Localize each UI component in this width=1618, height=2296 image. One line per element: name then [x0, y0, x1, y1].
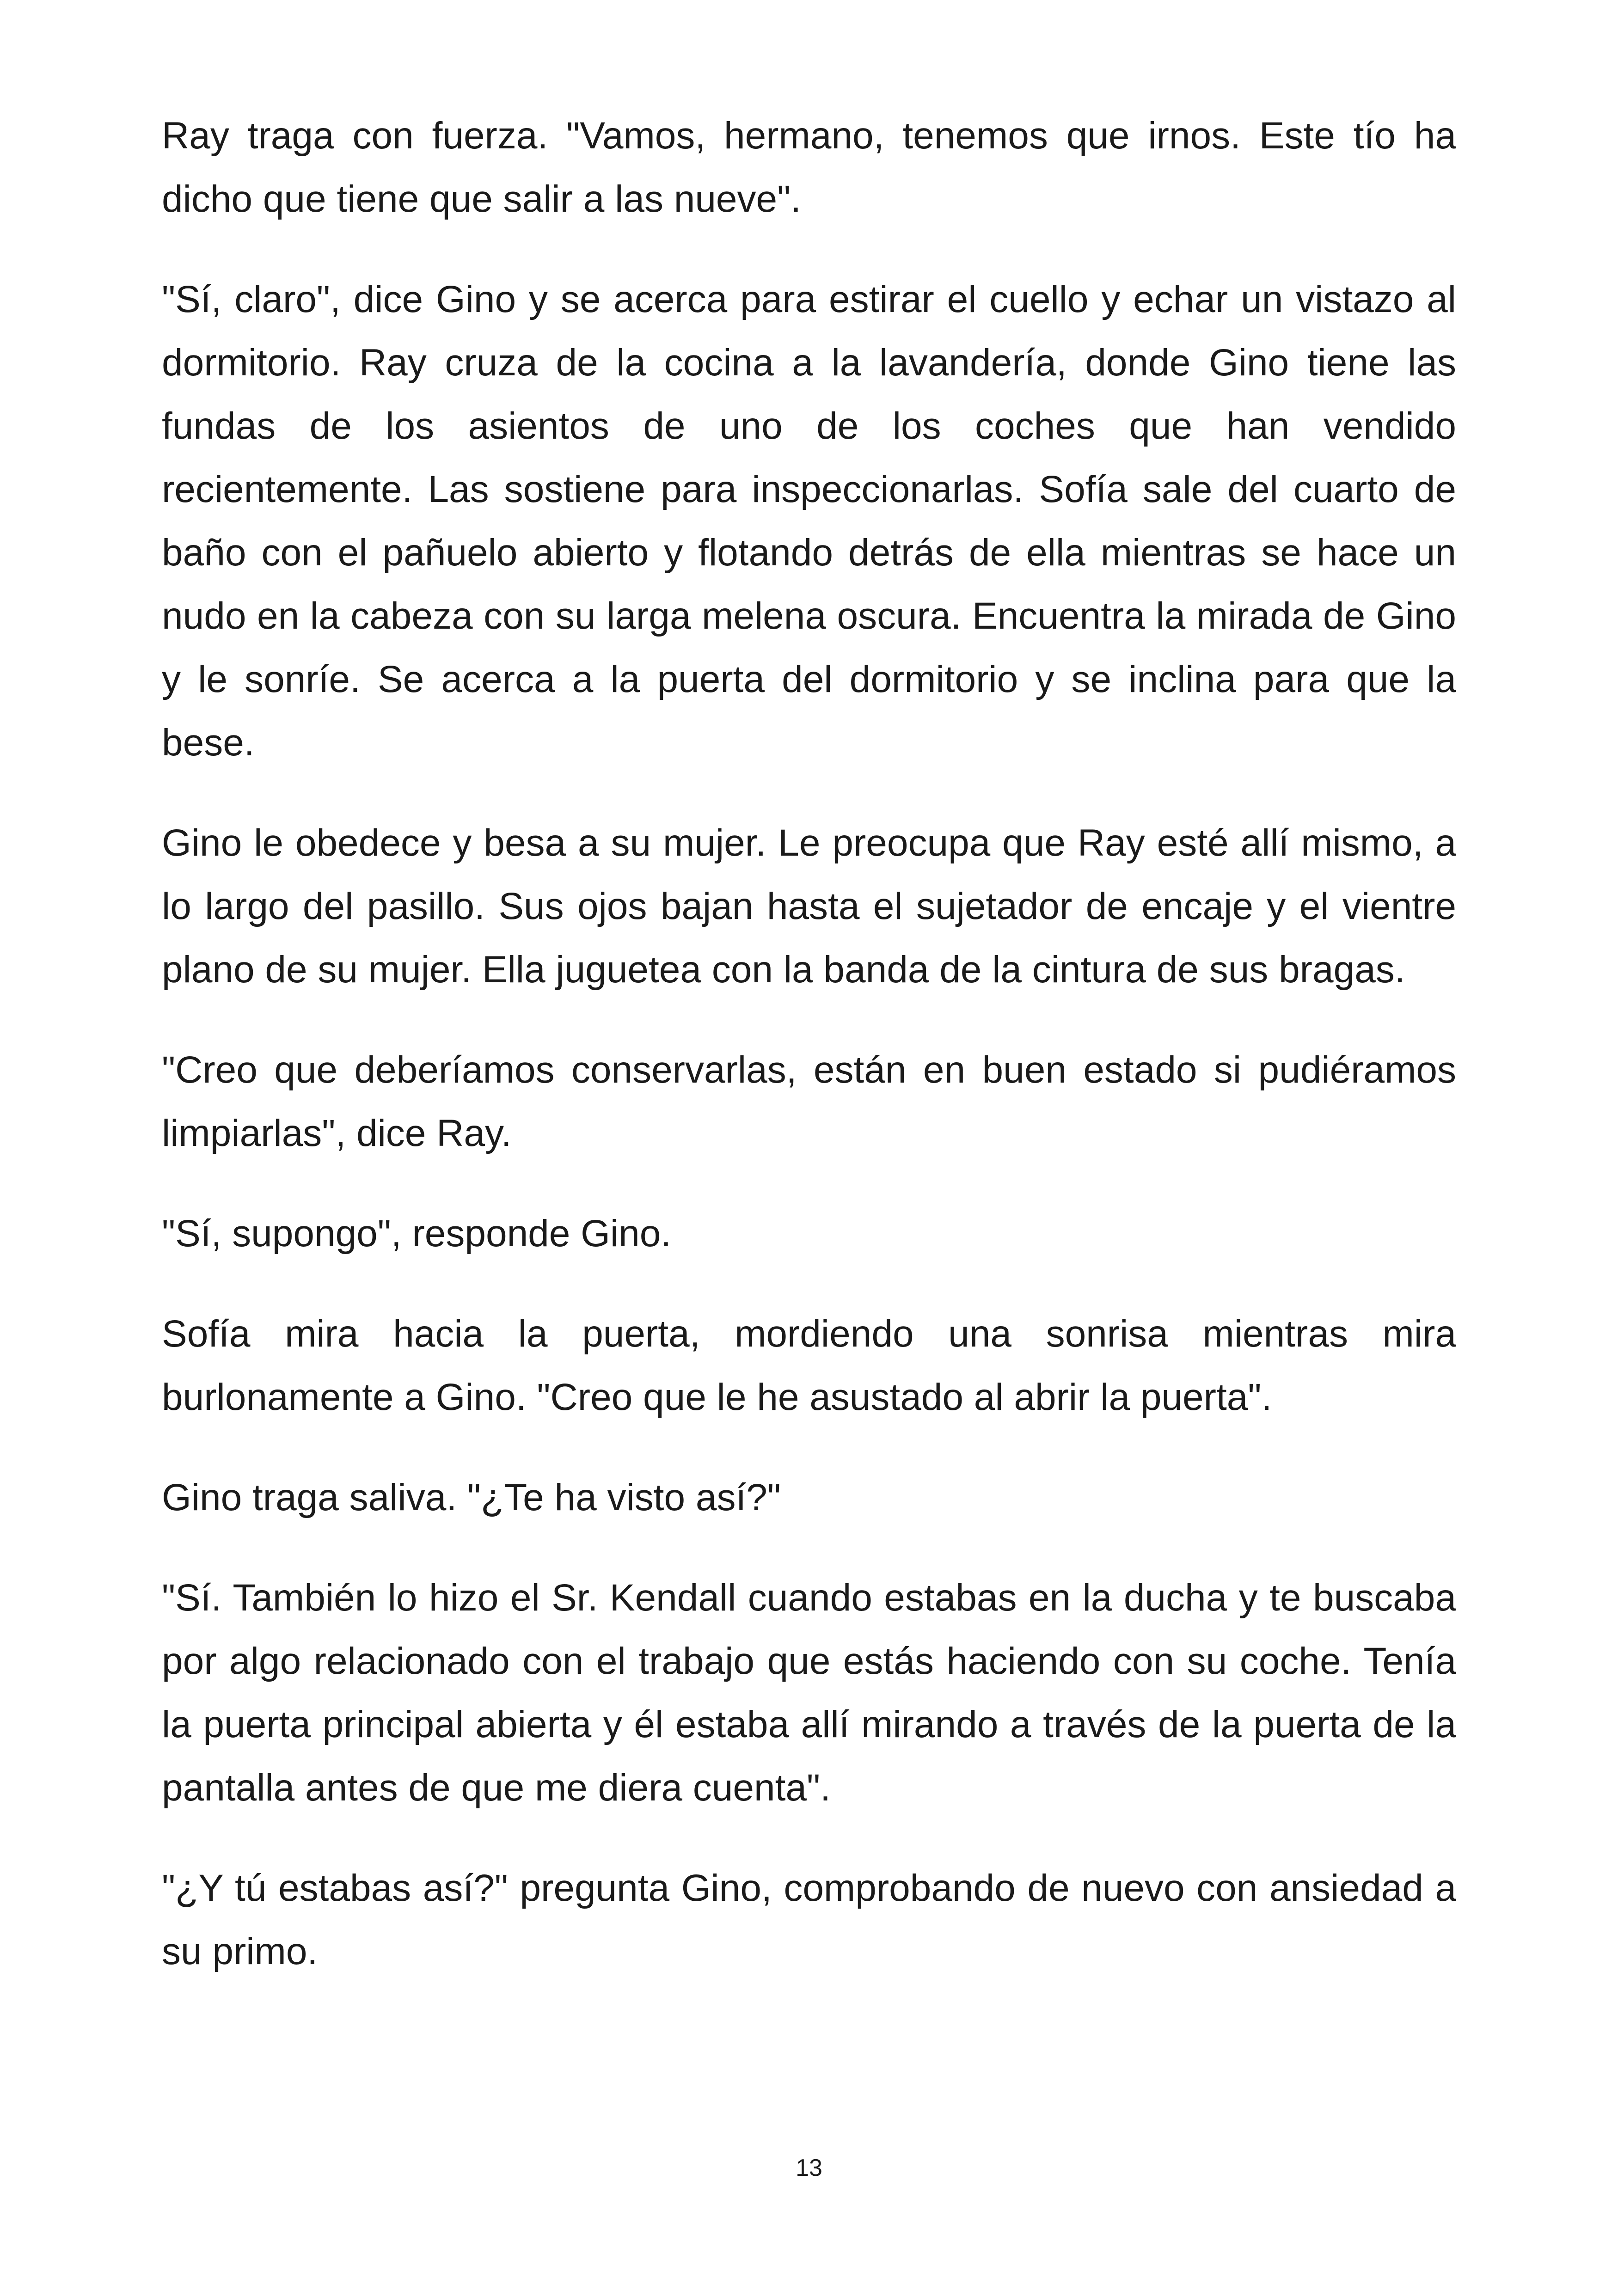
paragraph: Gino traga saliva. "¿Te ha visto así?"	[162, 1476, 781, 1518]
body-text	[162, 104, 1456, 2020]
paragraph: Gino le obedece y besa a su mujer. Le preocupa que Ray esté allí mismo, a lo largo del pasillo. Sus ojos bajan hasta el sujetador de encaje y el vientre plano de su mujer. Ella juguetea con la banda de la cintura de sus bragas.	[162, 822, 1456, 991]
paragraph: Ray traga con fuerza. "Vamos, hermano, tenemos que irnos. Este tío ha dicho que tiene que salir a las nueve".	[162, 115, 1456, 220]
paragraph: "Sí, claro", dice Gino y se acerca para estirar el cuello y echar un vistazo al dormitorio. Ray cruza de la cocina a la lavandería, donde Gino tiene las fundas de los asientos de uno de los coches que han vendido recientemente. Las sostiene para inspeccionarlas. Sofía sale del cuarto de baño con el pañuelo abierto y flotando detrás de ella mientras se hace un nudo en la cabeza con su larga melena oscura. Encuentra la mirada de Gino y le sonríe. Se acerca a la puerta del dormitorio y se inclina para que la bese.	[162, 278, 1456, 764]
page-number: 13	[796, 2155, 822, 2181]
paragraph: Sofía mira hacia la puerta, mordiendo una sonrisa mientras mira burlonamente a Gino. "Creo que le he asustado al abrir la puerta".	[162, 1313, 1456, 1418]
paragraph: "Sí, supongo", responde Gino.	[162, 1212, 672, 1255]
paragraph: "Creo que deberíamos conservarlas, están en buen estado si pudiéramos limpiarlas", dice Ray.	[162, 1049, 1456, 1154]
paragraph: "¿Y tú estabas así?" pregunta Gino, comprobando de nuevo con ansiedad a su primo.	[162, 1867, 1456, 1972]
paragraph: "Sí. También lo hizo el Sr. Kendall cuando estabas en la ducha y te buscaba por algo relacionado con el trabajo que estás haciendo con su coche. Tenía la puerta principal abierta y él estaba allí mirando a través de la puerta de la pantalla antes de que me diera cuenta".	[162, 1577, 1456, 1809]
